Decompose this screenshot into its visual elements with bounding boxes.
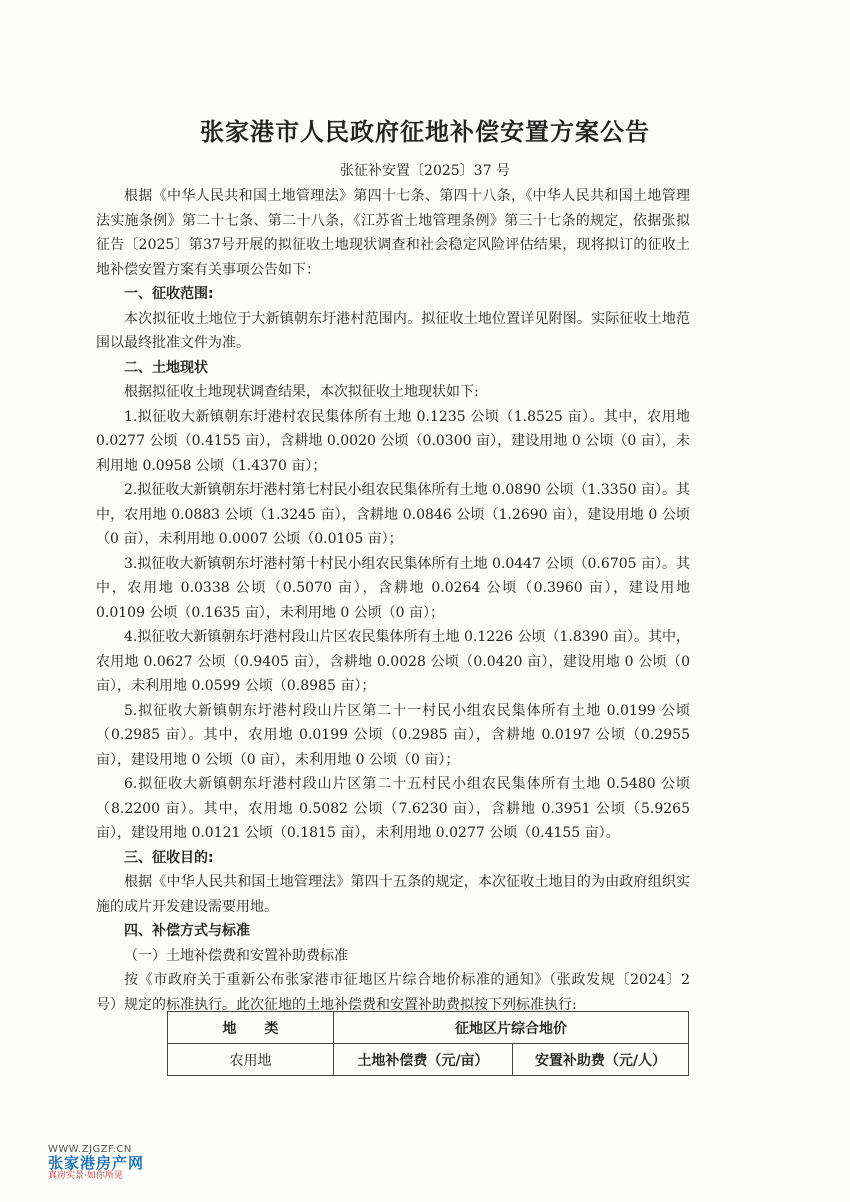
section-heading: 二、土地现状 xyxy=(124,359,208,376)
watermark-slogan: 真房实景·如你所见 xyxy=(48,1170,123,1181)
section-heading: 三、征收目的: xyxy=(124,849,214,866)
paragraph: 根据《中华人民共和国土地管理法》第四十七条、第四十八条，《中华人民共和国土地管理法实施条例》第二十七条、第二十八条，《江苏省土地管理条例》第三十七条的规定，依据张拟征告〔2025〕第37号开展的拟征收土地现状调查和社会稳定风险评估结果，现将拟订的征收土地补偿安置方案有关事项公告如下： xyxy=(96,188,690,278)
table-header-land-compensation: 土地补偿费（元/亩） xyxy=(334,1044,513,1076)
paragraph: （一）土地补偿费和安置补助费标准 xyxy=(124,947,348,964)
table-row xyxy=(168,1012,689,1044)
section-heading: 一、征收范围: xyxy=(124,286,214,302)
doc-body xyxy=(96,184,690,1017)
paragraph: 6.拟征收大新镇朝东圩港村段山片区第二十五村民小组农民集体所有土地 0.5480 公顷（8.2200 亩）。其中，农用地 0.5082 公顷（7.6230 亩），含耕地 0.3951 公顷（5.9265 亩），建设用地 0.0121 公顷（0.1815 亩），未利用地 0.0277 公顷（0.4155 亩）。 xyxy=(96,776,690,841)
paragraph: 5.拟征收大新镇朝东圩港村段山片区第二十一村民小组农民集体所有土地 0.0199 公顷（0.2985 亩）。其中，农用地 0.0199 公顷（0.2985 亩），含耕地 0.0197 公顷（0.2955 亩），建设用地 0 公顷（0 亩），未利用地 0 公顷（0 亩）； xyxy=(96,702,690,768)
watermark-name: 张家港房产网 xyxy=(48,1154,145,1172)
paragraph: 1.拟征收大新镇朝东圩港村农民集体所有土地 0.1235 公顷（1.8525 亩）。其中，农用地 0.0277 公顷（0.4155 亩），含耕地 0.0020 公顷（0.0300 亩），建设用地 0 公顷（0 亩），未利用地 0.0958 公顷（1.4370 亩）； xyxy=(96,408,690,474)
table-header-land-type: 地 类 xyxy=(168,1012,334,1044)
paragraph: 2.拟征收大新镇朝东圩港村第七村民小组农民集体所有土地 0.0890 公顷（1.3350 亩）。其中，农用地 0.0883 公顷（1.3245 亩），含耕地 0.0846 公顷（1.2690 亩），建设用地 0 公顷（0 亩），未利用地 0.0007 公顷（0.0105 亩）； xyxy=(96,482,690,547)
table-row xyxy=(168,1044,689,1076)
doc-number: 张征补安置〔2025〕37 号 xyxy=(340,163,510,179)
table-cell-farmland: 农用地 xyxy=(168,1044,334,1076)
doc-title: 张家港市人民政府征地补偿安置方案公告 xyxy=(200,118,650,146)
paragraph: 按《市政府关于重新公布张家港市征地区片综合地价标准的通知》（张政发规〔2024〕2 号）规定的标准执行。此次征地的土地补偿费和安置补助费拟按下列标准执行: xyxy=(96,972,690,1013)
paragraph: 3.拟征收大新镇朝东圩港村第十村民小组农民集体所有土地 0.0447 公顷（0.6705 亩）。其中，农用地 0.0338 公顷（0.5070 亩），含耕地 0.0264 公顷（0.3960 亩），建设用地 0.0109 公顷（0.1635 亩），未利用地 0 公顷（0 亩）； xyxy=(96,555,690,621)
paragraph: 4.拟征收大新镇朝东圩港村段山片区农民集体所有土地 0.1226 公顷（1.8390 亩）。其中，农用地 0.0627 公顷（0.9405 亩），含耕地 0.0028 公顷（0.0420 亩），建设用地 0 公顷（0 亩），未利用地 0.0599 公顷（0.8985 亩）； xyxy=(96,629,690,694)
compensation-table xyxy=(167,1011,689,1076)
watermark-logo xyxy=(48,1144,168,1181)
section-heading: 四、补偿方式与标准 xyxy=(124,923,250,939)
paragraph: 本次拟征收土地位于大新镇朝东圩港村范围内。拟征收土地位置详见附图。实际征收土地范围以最终批准文件为准。 xyxy=(96,310,690,351)
paragraph: 根据《中华人民共和国土地管理法》第四十五条的规定，本次征收土地目的为由政府组织实施的成片开发建设需要用地。 xyxy=(96,874,690,915)
watermark-url: WWW.ZJGZF.CN xyxy=(48,1144,132,1155)
table-header-price: 征地区片综合地价 xyxy=(334,1012,689,1044)
table-header-resettlement: 安置补助费（元/人） xyxy=(513,1044,689,1076)
paragraph: 根据拟征收土地现状调查结果，本次拟征收土地现状如下: xyxy=(124,384,479,400)
